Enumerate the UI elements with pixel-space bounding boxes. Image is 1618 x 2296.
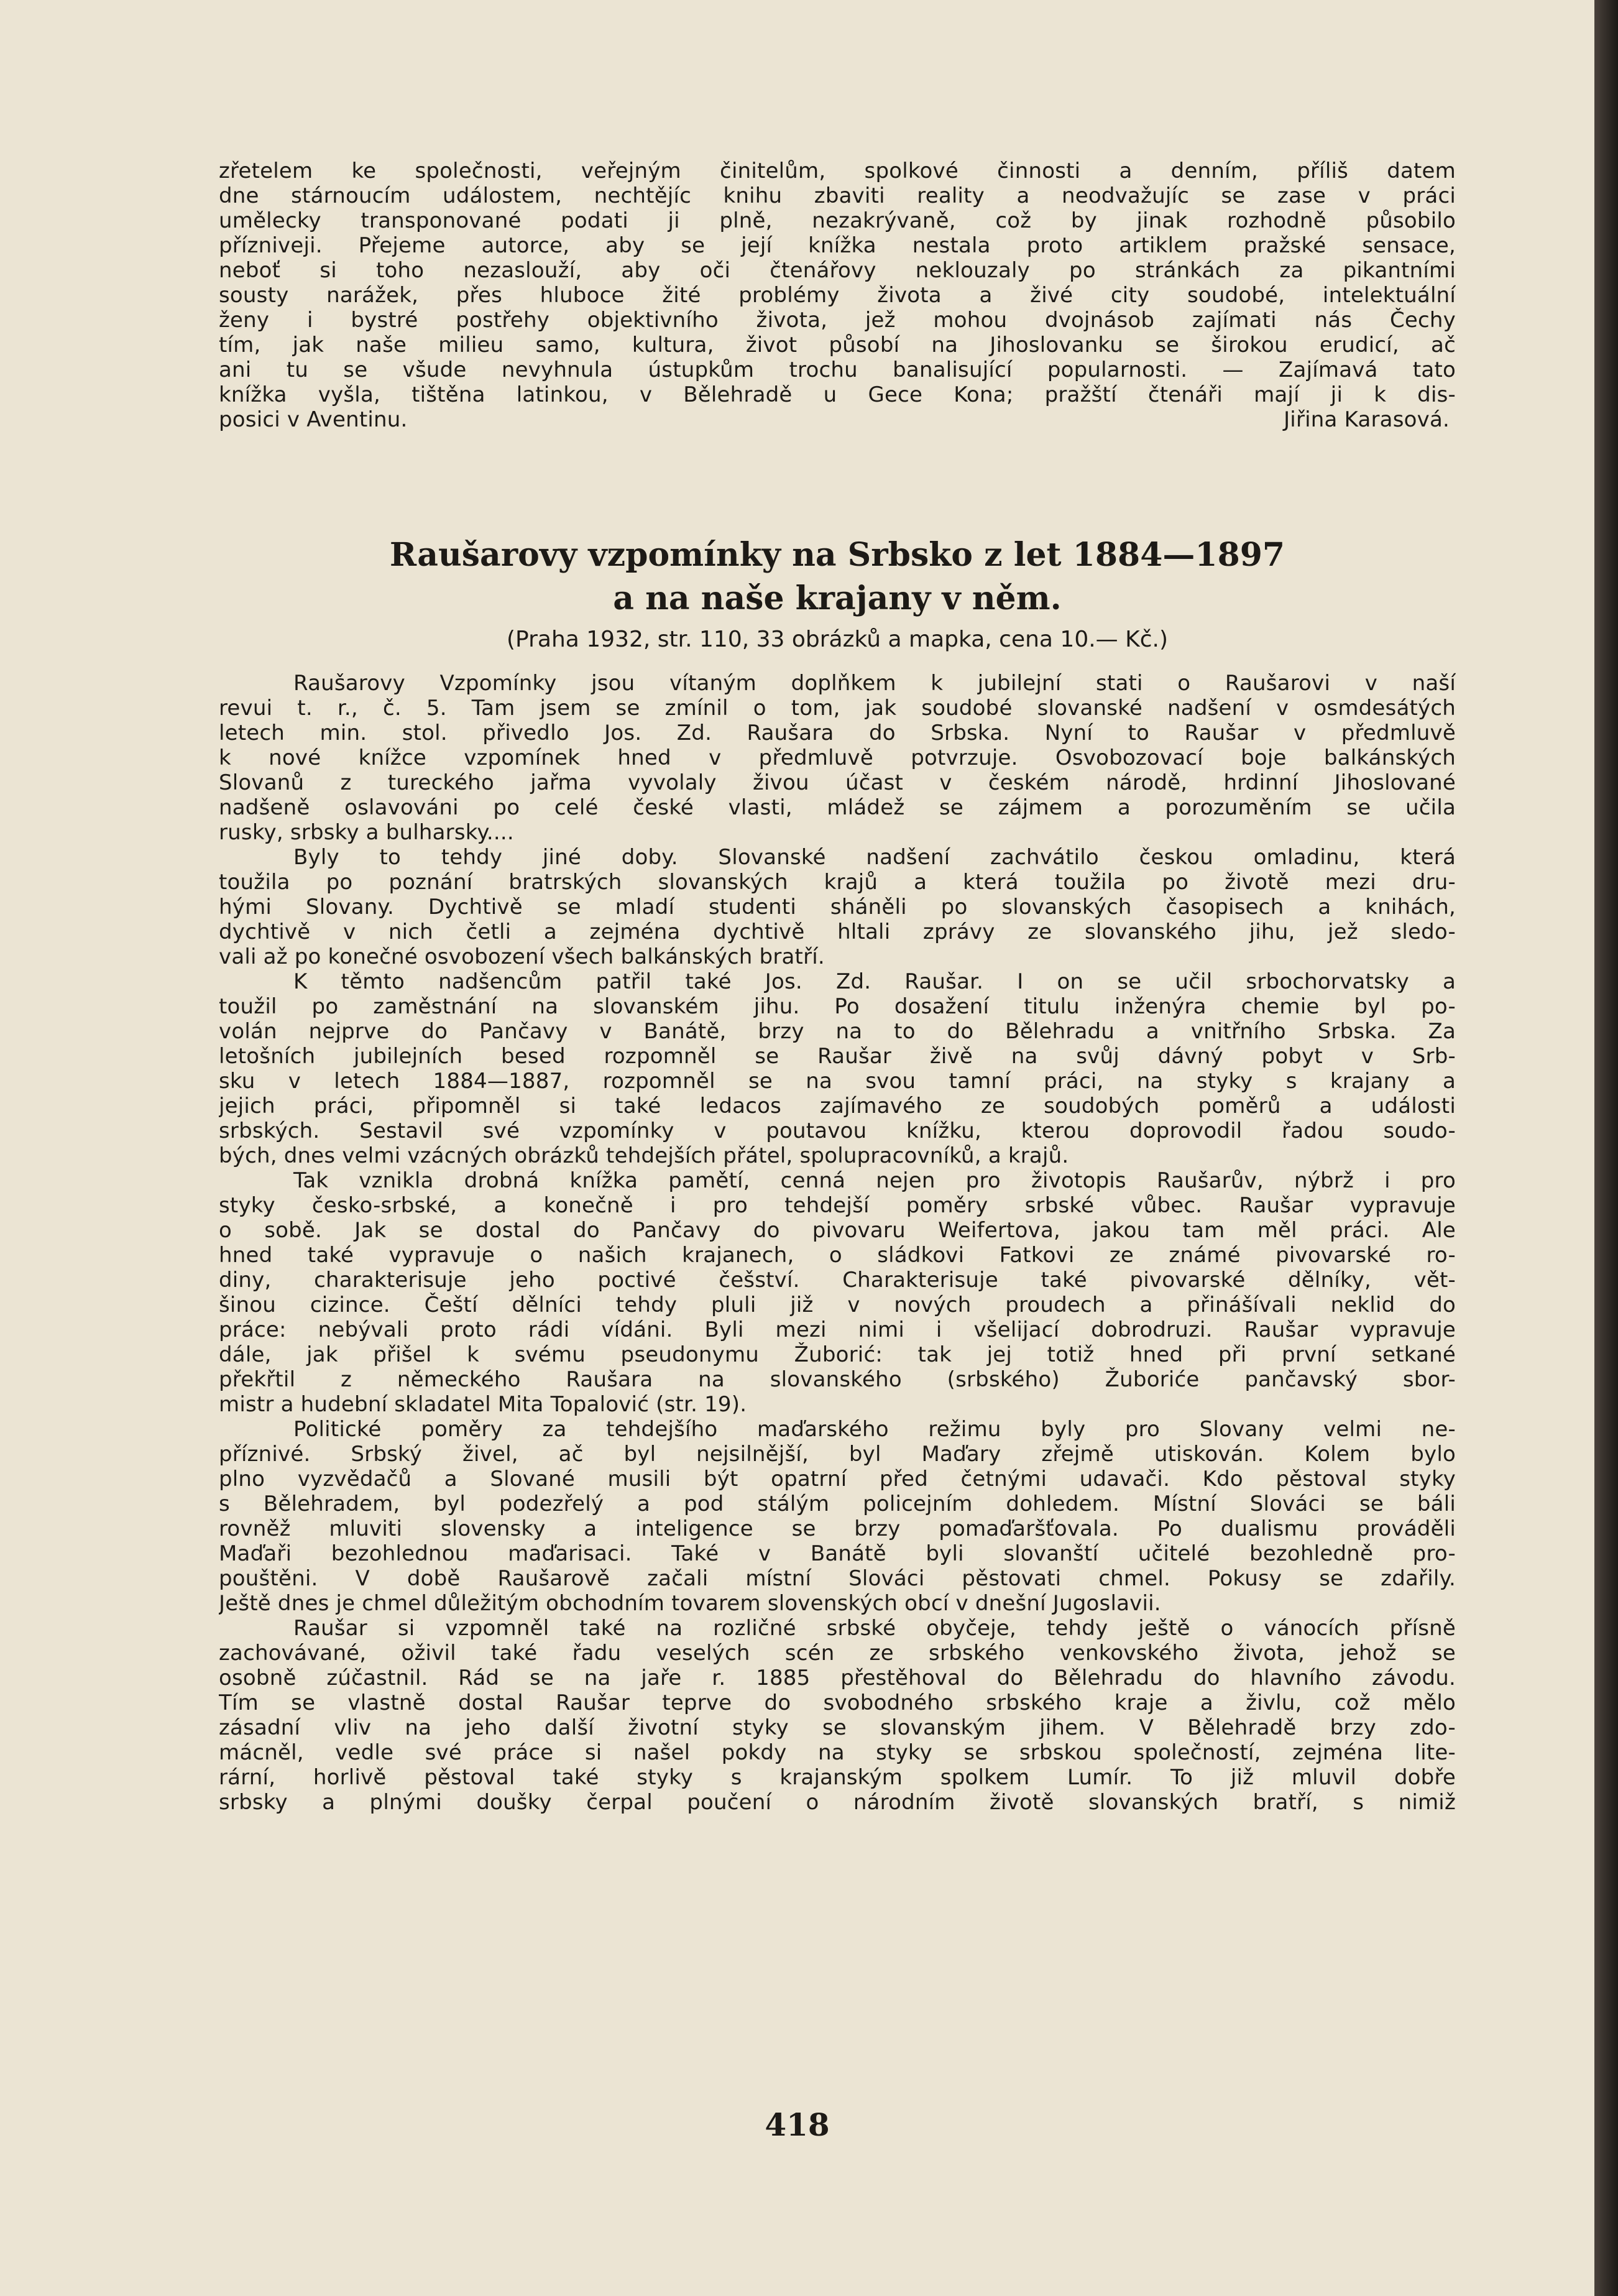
text-line: ženy i bystré postřehy objektivního života, jež mohou dvojnásob zajímati nás Čechy <box>219 308 1456 333</box>
author-signature: Jiřina Karasová. <box>1284 407 1450 432</box>
text-line: Slovanů z tureckého jařma vyvolaly živou účast v českém národě, hrdinní Jihoslované <box>219 770 1456 795</box>
text-line: mistr a hudební skladatel Mita Topalović (str. 19). <box>219 1392 747 1417</box>
text-line: tím, jak naše milieu samo, kultura, život působí na Jihoslovanku se širokou erudicí, ač <box>219 333 1456 357</box>
text-line <box>219 407 1456 432</box>
text-line: rární, horlivě pěstoval také styky s krajanským spolkem Lumír. To již mluvil dobře <box>219 1765 1456 1790</box>
article-body <box>219 671 1456 1815</box>
text-line: osobně zúčastnil. Rád se na jaře r. 1885 přestěhoval do Bělehradu do hlavního závodu. <box>219 1666 1456 1690</box>
article-title <box>219 533 1456 620</box>
text-line: plno vyzvědačů a Slované musili být opatrní před četnými udavači. Kdo pěstoval styky <box>219 1467 1456 1491</box>
text-line: Byly to tehdy jiné doby. Slovanské nadšení zachvátilo českou omladinu, která <box>293 845 1456 870</box>
text-line: revui t. r., č. 5. Tam jsem se zmínil o tom, jak soudobé slovanské nadšení v osmdesátých <box>219 696 1456 721</box>
text-line: diny, charakterisuje jeho poctivé češství. Charakterisuje také pivovarské dělníky, vět- <box>219 1268 1456 1293</box>
text-line: k nové knížce vzpomínek hned v předmluvě potvrzuje. Osvobozovací boje balkánských <box>219 745 1456 770</box>
text-line: bých, dnes velmi vzácných obrázků tehdejších přátel, spolupracovníků, a krajů. <box>219 1143 1069 1168</box>
text-line: jejich práci, připomněl si také ledacos zajímavého ze soudobých poměrů a události <box>219 1094 1456 1118</box>
text-line: Raušar si vzpomněl také na rozličné srbské obyčeje, tehdy ještě o vánocích přísně <box>293 1616 1456 1641</box>
text-line: Politické poměry za tehdejšího maďarského režimu byly pro Slovany velmi ne- <box>293 1417 1456 1442</box>
text-line: styky česko-srbské, a konečně i pro tehdejší poměry srbské vůbec. Raušar vypravuje <box>219 1193 1456 1218</box>
text-line: dychtivě v nich četli a zejména dychtivě hltali zprávy ze slovanského jihu, jež sledo- <box>219 920 1456 944</box>
text-line: hned také vypravuje o našich krajanech, o sládkovi Fatkovi ze známé pivovarské ro- <box>219 1243 1456 1268</box>
review-ending <box>219 159 1456 432</box>
text-line: zásadní vliv na jeho další životní styky se slovanským jihem. V Bělehradě brzy zdo- <box>219 1715 1456 1740</box>
text-line: dne stárnoucím událostem, nechtějíc knihu zbaviti reality a neodvažujíc se zase v práci <box>219 183 1456 208</box>
text-line: překřtil z německého Raušara na slovanského (srbského) Žuboriće pančavský sbor- <box>219 1367 1456 1392</box>
text-line: dále, jak přišel k svému pseudonymu Žuborić: tak jej totiž hned při první setkané <box>219 1342 1456 1367</box>
text-line: knížka vyšla, tištěna latinkou, v Bělehradě u Gece Kona; pražští čtenáři mají ji k dis- <box>219 382 1456 407</box>
text-line: hými Slovany. Dychtivě se mladí studenti sháněli po slovanských časopisech a knihách, <box>219 895 1456 920</box>
text-line: rovněž mluviti slovensky a inteligence se brzy pomaďaršťovala. Po dualismu prováděli <box>219 1516 1456 1541</box>
text-line: letech min. stol. přivedlo Jos. Zd. Raušara do Srbska. Nyní to Raušar v předmluvě <box>219 721 1456 745</box>
text-line: o sobě. Jak se dostal do Pančavy do pivovaru Weifertova, jakou tam měl práci. Ale <box>219 1218 1456 1243</box>
article-title-line: a na naše krajany v něm. <box>613 579 1062 617</box>
text-line: srbsky a plnými doušky čerpal poučení o národním životě slovanských bratří, s nimiž <box>219 1790 1456 1815</box>
article-title-line: Raušarovy vzpomínky na Srbsko z let 1884—1897 <box>389 536 1285 574</box>
text-line: rusky, srbsky a bulharsky.... <box>219 820 514 845</box>
text-line: neboť si toho nezaslouží, aby oči čtenářovy neklouzaly po stránkách za pikantními <box>219 258 1456 283</box>
book-edge <box>1594 0 1618 2296</box>
text-line: ani tu se všude nevyhnula ústupkům trochu banalisující popularnosti. — Zajímavá tato <box>219 357 1456 382</box>
text-line: přízniveji. Přejeme autorce, aby se její knížka nestala proto artiklem pražské sensace, <box>219 233 1456 258</box>
text-line: nadšeně oslavováni po celé české vlasti, mládež se zájmem a porozuměním se učila <box>219 795 1456 820</box>
text-line: šinou cizince. Čeští dělníci tehdy pluli již v nových proudech a přinášívali neklid do <box>219 1293 1456 1317</box>
text-line: toužila po poznání bratrských slovanských krajů a která toužila po životě mezi dru- <box>219 870 1456 895</box>
closing-text: posici v Aventinu. <box>219 407 408 432</box>
text-line: umělecky transponované podati ji plně, nezakrývaně, což by jinak rozhodně působilo <box>219 208 1456 233</box>
text-line: K těmto nadšencům patřil také Jos. Zd. Raušar. I on se učil srbochorvatsky a <box>293 969 1456 994</box>
text-line: příznivé. Srbský živel, ač byl nejsilnější, byl Maďary zřejmě utiskován. Kolem bylo <box>219 1442 1456 1467</box>
article-subtitle: (Praha 1932, str. 110, 33 obrázků a mapka, cena 10.— Kč.) <box>506 627 1169 652</box>
text-line: zachovávané, oživil také řadu veselých scén ze srbského venkovského života, jehož se <box>219 1641 1456 1666</box>
text-line: pouštěni. V době Raušarově začali místní Slováci pěstovati chmel. Pokusy se zdařily. <box>219 1566 1456 1591</box>
page-number: 418 <box>765 2106 830 2143</box>
text-line: sousty narážek, přes hluboce žité problémy života a živé city soudobé, intelektuální <box>219 283 1456 308</box>
text-line: Tak vznikla drobná knížka pamětí, cenná nejen pro životopis Raušarův, nýbrž i pro <box>293 1168 1456 1193</box>
text-line: práce: nebývali proto rádi vídáni. Byli mezi nimi i všelijací dobrodruzi. Raušar vypravuje <box>219 1317 1456 1342</box>
text-line: Raušarovy Vzpomínky jsou vítaným doplňkem k jubilejní stati o Raušarovi v naší <box>293 671 1456 696</box>
text-line: Maďaři bezohlednou maďarisaci. Také v Banátě byli slovanští učitelé bezohledně pro- <box>219 1541 1456 1566</box>
text-line: vali až po konečné osvobození všech balkánských bratří. <box>219 944 825 969</box>
text-line: sku v letech 1884—1887, rozpomněl se na svou tamní práci, na styky s krajany a <box>219 1069 1456 1094</box>
text-line: toužil po zaměstnání na slovanském jihu. Po dosažení titulu inženýra chemie byl po- <box>219 994 1456 1019</box>
text-line: Tím se vlastně dostal Raušar teprve do svobodného srbského kraje a živlu, což mělo <box>219 1690 1456 1715</box>
text-line: volán nejprve do Pančavy v Banátě, brzy na to do Bělehradu a vnitřního Srbska. Za <box>219 1019 1456 1044</box>
text-line: letošních jubilejních besed rozpomněl se Raušar živě na svůj dávný pobyt v Srb- <box>219 1044 1456 1069</box>
text-line: srbských. Sestavil své vzpomínky v poutavou knížku, kterou doprovodil řadou soudo- <box>219 1118 1456 1143</box>
text-line: zřetelem ke společnosti, veřejným činitelům, spolkové činnosti a denním, příliš datem <box>219 159 1456 183</box>
text-line: s Bělehradem, byl podezřelý a pod stálým policejním dohledem. Místní Slováci se báli <box>219 1491 1456 1516</box>
text-line: Ještě dnes je chmel důležitým obchodním tovarem slovenských obcí v dnešní Jugoslavii. <box>219 1591 1161 1616</box>
text-line: mácněl, vedle své práce si našel pokdy na styky se srbskou společností, zejména lite- <box>219 1740 1456 1765</box>
